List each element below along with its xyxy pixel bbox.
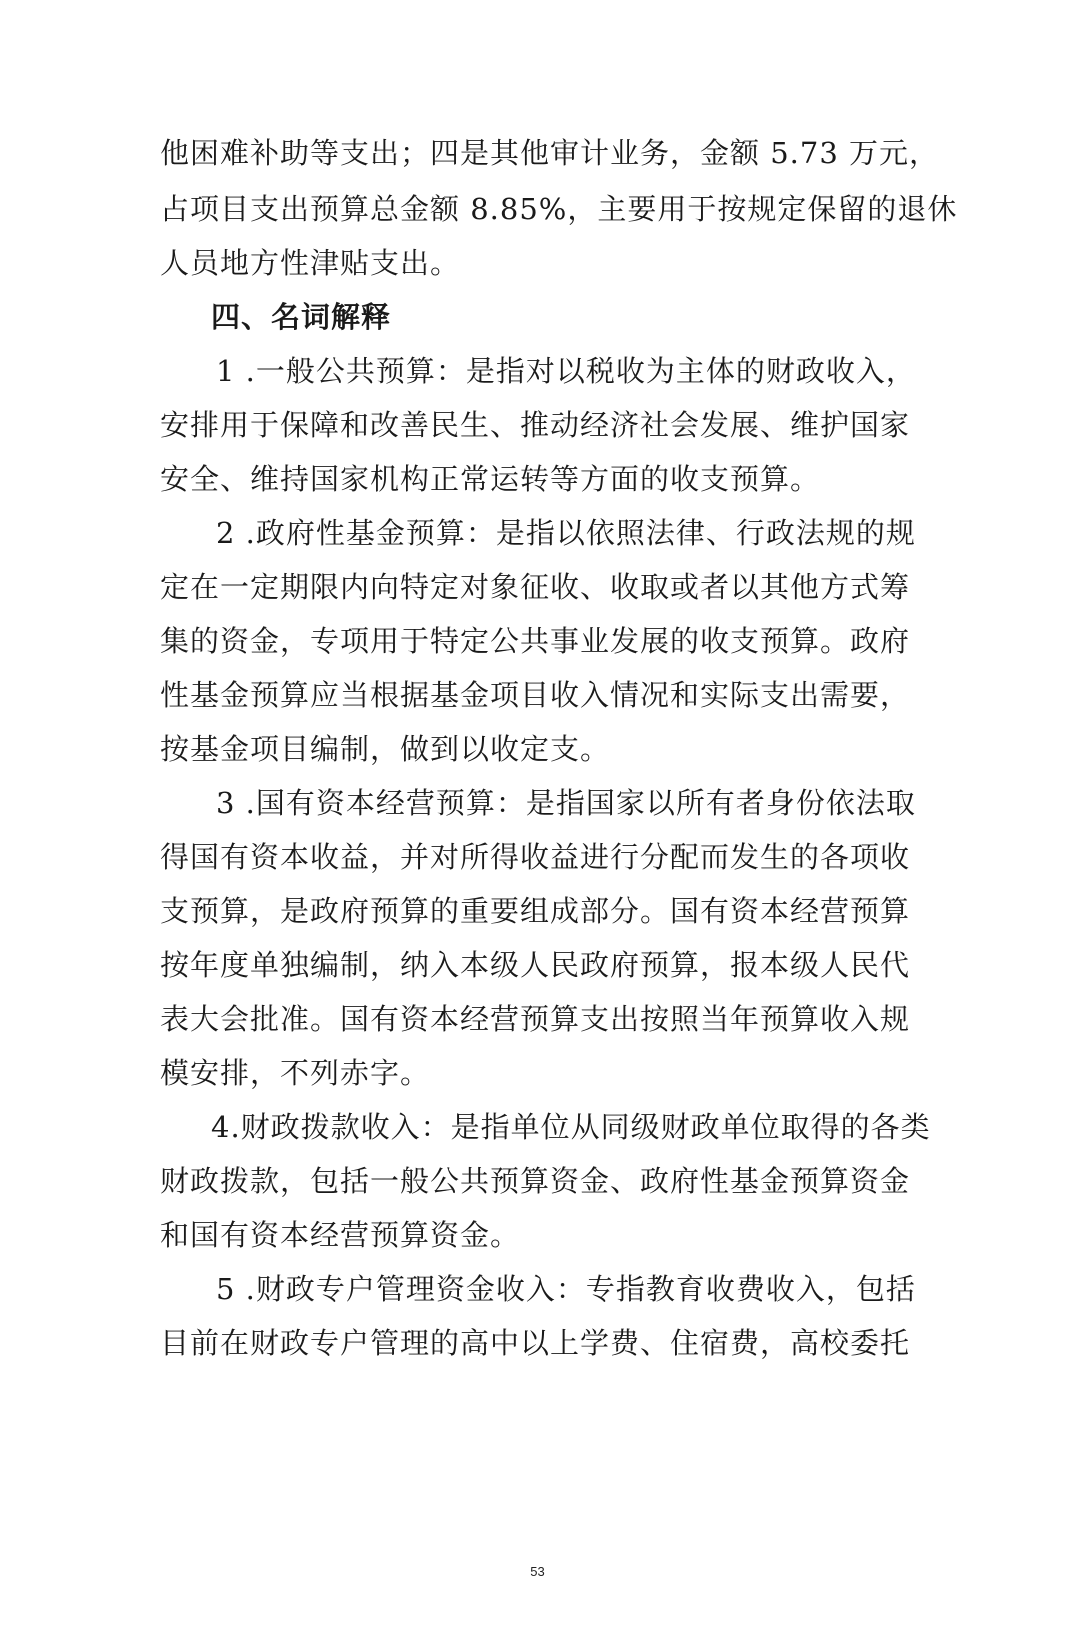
- page-number: 53: [530, 1564, 545, 1579]
- definition-line: 性基金预算应当根据基金项目收入情况和实际支出需要，: [160, 678, 911, 712]
- definition-line: 定在一定期限内向特定对象征收、收取或者以其他方式筹: [160, 570, 911, 604]
- definition-line: 表大会批准。国有资本经营预算支出按照当年预算收入规: [160, 1002, 911, 1036]
- definition-line: 4.财政拨款收入：是指单位从同级财政单位取得的各类: [211, 1110, 931, 1144]
- definition-line: 集的资金，专项用于特定公共事业发展的收支预算。政府: [160, 624, 911, 658]
- definition-line: 得国有资本收益，并对所得收益进行分配而发生的各项收: [160, 840, 911, 874]
- paragraph-line: 占项目支出预算总金额 8.85%，主要用于按规定保留的退休: [160, 192, 958, 226]
- definition-line: 按基金项目编制，做到以收定支。: [160, 732, 611, 766]
- paragraph-line: 人员地方性津贴支出。: [160, 246, 461, 280]
- definition-line: 1 .一般公共预算：是指对以税收为主体的财政收入，: [216, 354, 916, 388]
- definition-line: 5 .财政专户管理资金收入：专指教育收费收入，包括: [216, 1272, 916, 1306]
- definition-line: 3 .国有资本经营预算：是指国家以所有者身份依法取: [216, 786, 916, 820]
- definition-line: 安全、维持国家机构正常运转等方面的收支预算。: [160, 462, 821, 496]
- definition-line: 财政拨款，包括一般公共预算资金、政府性基金预算资金: [160, 1164, 911, 1198]
- definition-line: 安排用于保障和改善民生、推动经济社会发展、维护国家: [160, 408, 911, 442]
- definition-line: 和国有资本经营预算资金。: [160, 1218, 521, 1252]
- definition-line: 支预算，是政府预算的重要组成部分。国有资本经营预算: [160, 894, 911, 928]
- section-heading: 四、名词解释: [211, 300, 392, 334]
- definition-line: 按年度单独编制，纳入本级人民政府预算，报本级人民代: [160, 948, 911, 982]
- definition-line: 目前在财政专户管理的高中以上学费、住宿费，高校委托: [160, 1326, 911, 1360]
- paragraph-line: 他困难补助等支出；四是其他审计业务，金额 5.73 万元，: [160, 136, 940, 170]
- definition-line: 模安排，不列赤字。: [160, 1056, 431, 1090]
- definition-line: 2 .政府性基金预算：是指以依照法律、行政法规的规: [216, 516, 916, 550]
